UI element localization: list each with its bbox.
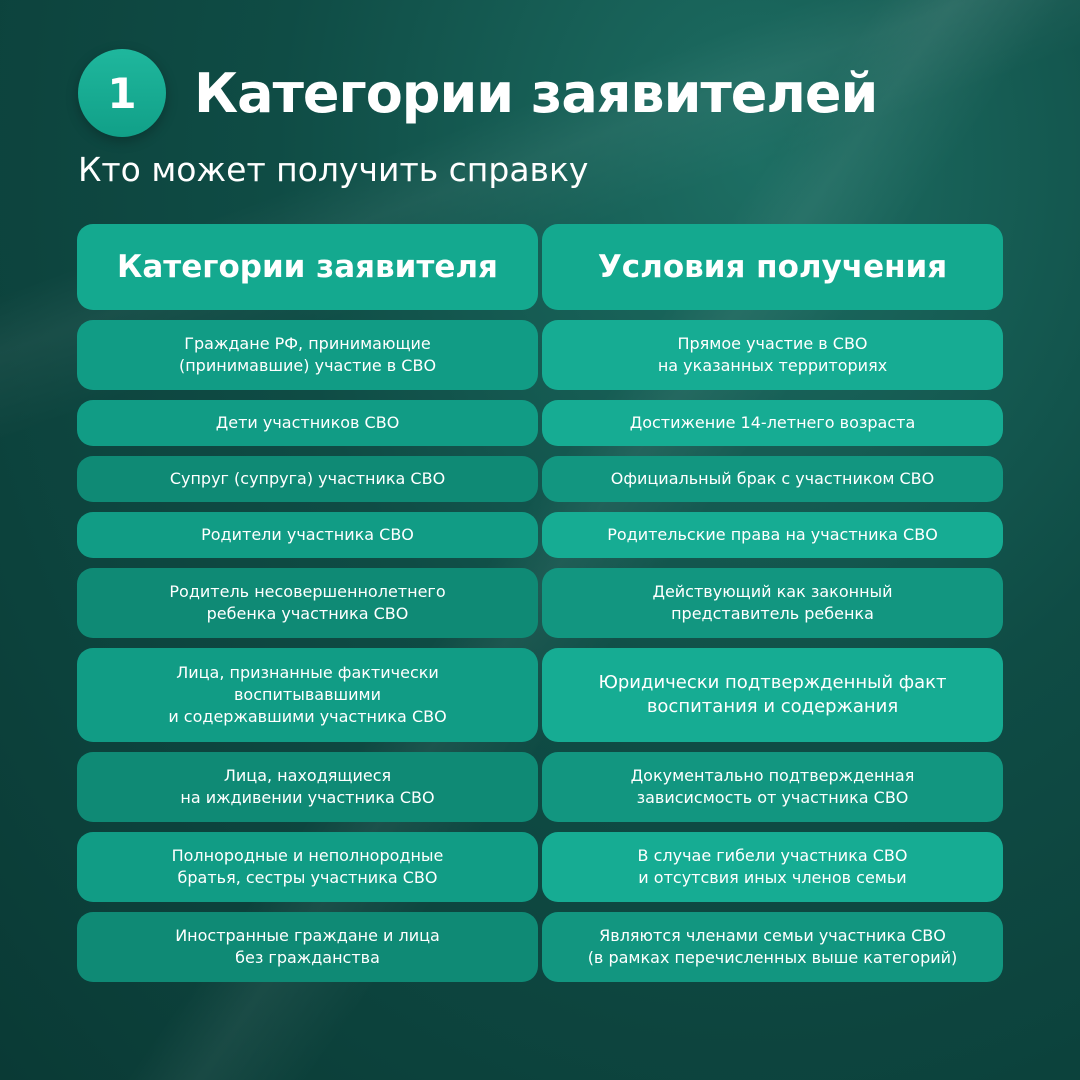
table-row xyxy=(77,832,1003,902)
category-cell: Лица, признанные фактически воспитывавшими и содержавшими участника СВО xyxy=(77,648,538,742)
condition-cell: Действующий как законный представитель ребенка xyxy=(542,568,1003,638)
category-cell: Иностранные граждане и лица без гражданства xyxy=(77,912,538,982)
step-number-badge: 1 xyxy=(78,49,166,137)
category-cell: Полнородные и неполнородные братья, сестры участника СВО xyxy=(77,832,538,902)
category-cell: Супруг (супруга) участника СВО xyxy=(77,456,538,502)
applicant-categories-table xyxy=(77,224,1003,992)
column-header-category: Категории заявителя xyxy=(77,224,538,310)
condition-cell: Являются членами семьи участника СВО (в рамках перечисленных выше категорий) xyxy=(542,912,1003,982)
condition-cell: Юридически подтвержденный факт воспитания и содержания xyxy=(542,648,1003,742)
table-row xyxy=(77,568,1003,638)
table-header-row xyxy=(77,224,1003,310)
header xyxy=(78,48,877,138)
condition-cell: Документально подтвержденная зависисмость от участника СВО xyxy=(542,752,1003,822)
table-row xyxy=(77,752,1003,822)
column-header-condition: Условия получения xyxy=(542,224,1003,310)
condition-cell: Родительские права на участника СВО xyxy=(542,512,1003,558)
page-title: Категории заявителей xyxy=(194,61,878,125)
category-cell: Дети участников СВО xyxy=(77,400,538,446)
table-row xyxy=(77,512,1003,558)
page-subtitle: Кто может получить справку xyxy=(78,150,589,189)
table-row xyxy=(77,648,1003,742)
table-row xyxy=(77,912,1003,982)
category-cell: Лица, находящиеся на иждивении участника СВО xyxy=(77,752,538,822)
condition-cell: Достижение 14-летнего возраста xyxy=(542,400,1003,446)
table-row xyxy=(77,400,1003,446)
table-row xyxy=(77,320,1003,390)
category-cell: Родители участника СВО xyxy=(77,512,538,558)
condition-cell: Официальный брак с участником СВО xyxy=(542,456,1003,502)
table-row xyxy=(77,456,1003,502)
condition-cell: Прямое участие в СВО на указанных территориях xyxy=(542,320,1003,390)
category-cell: Граждане РФ, принимающие (принимавшие) участие в СВО xyxy=(77,320,538,390)
category-cell: Родитель несовершеннолетнего ребенка участника СВО xyxy=(77,568,538,638)
condition-cell: В случае гибели участника СВО и отсутсвия иных членов семьи xyxy=(542,832,1003,902)
